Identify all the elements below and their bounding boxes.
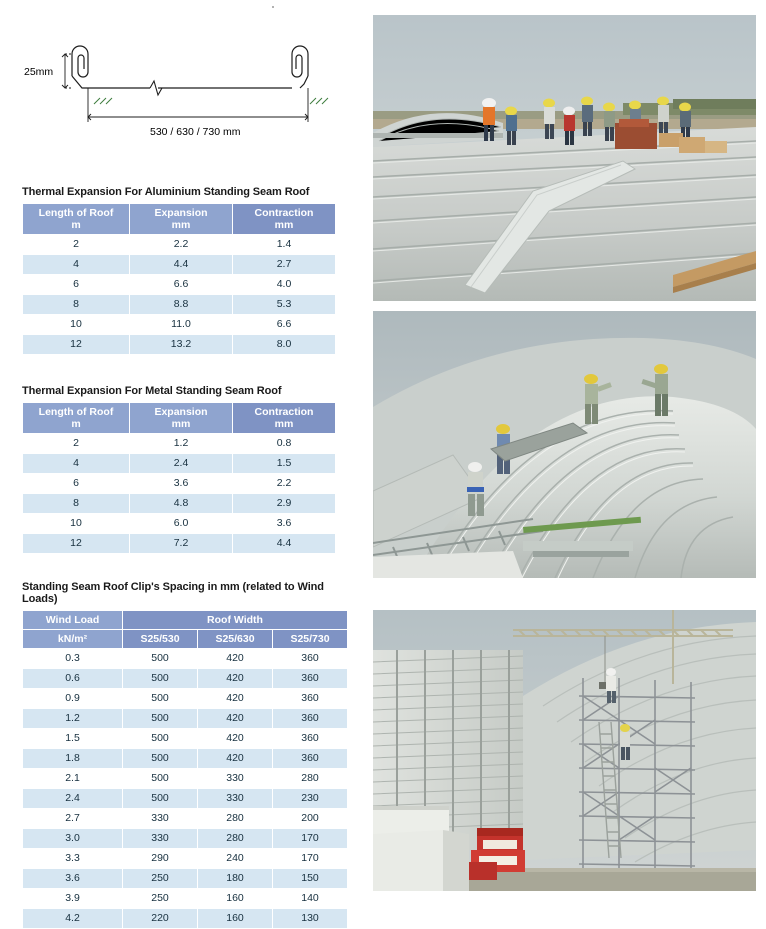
column-header-length — [23, 403, 130, 434]
profile-width-label: 530 / 630 / 730 mm — [150, 126, 241, 138]
cell-wind-load: 0.3 — [23, 649, 123, 669]
column-header-expansion-unit: mm — [171, 418, 191, 431]
cell-wind-load: 2.1 — [23, 769, 123, 789]
cell-s25-530: 250 — [123, 869, 198, 889]
cell-expansion: 11.0 — [130, 315, 233, 335]
column-header-contraction-line1: Contraction — [254, 207, 314, 219]
cell-length: 8 — [23, 494, 130, 514]
column-header-contraction-unit: mm — [274, 418, 294, 431]
table-row — [23, 275, 336, 295]
table-row — [23, 534, 336, 554]
cell-s25-630: 420 — [198, 749, 273, 769]
cell-s25-530: 500 — [123, 789, 198, 809]
thermal-aluminium-table — [22, 203, 336, 355]
cell-contraction: 8.0 — [233, 335, 336, 355]
cell-s25-730: 360 — [273, 749, 348, 769]
cell-expansion: 2.2 — [130, 235, 233, 255]
cell-expansion: 6.6 — [130, 275, 233, 295]
cell-s25-630: 420 — [198, 729, 273, 749]
cell-s25-530: 500 — [123, 649, 198, 669]
cell-s25-730: 360 — [273, 709, 348, 729]
cell-s25-530: 290 — [123, 849, 198, 869]
table-row — [23, 295, 336, 315]
table-title-thermal-metal: Thermal Expansion For Metal Standing Seam Roof — [22, 385, 282, 397]
cell-s25-530: 500 — [123, 709, 198, 729]
table-row — [23, 454, 336, 474]
cell-s25-630: 180 — [198, 869, 273, 889]
cell-s25-730: 360 — [273, 729, 348, 749]
cell-length: 4 — [23, 454, 130, 474]
cell-wind-load: 3.6 — [23, 869, 123, 889]
table-row — [23, 689, 348, 709]
cell-expansion: 2.4 — [130, 454, 233, 474]
table-header-row — [23, 403, 336, 434]
table-row — [23, 729, 348, 749]
cell-s25-530: 330 — [123, 829, 198, 849]
table-row — [23, 335, 336, 355]
cell-expansion: 6.0 — [130, 514, 233, 534]
table-header-row-top — [23, 611, 348, 630]
cell-wind-load: 3.3 — [23, 849, 123, 869]
cell-contraction: 5.3 — [233, 295, 336, 315]
cell-contraction: 2.9 — [233, 494, 336, 514]
cell-s25-630: 330 — [198, 769, 273, 789]
table-title-clip-spacing: Standing Seam Roof Clip's Spacing in mm (related to Wind Loads) — [22, 581, 324, 605]
cell-s25-730: 360 — [273, 689, 348, 709]
table-row — [23, 255, 336, 275]
cell-s25-530: 220 — [123, 909, 198, 929]
cell-contraction: 1.5 — [233, 454, 336, 474]
cell-s25-630: 240 — [198, 849, 273, 869]
cell-expansion: 1.2 — [130, 434, 233, 454]
column-header-contraction-line1: Contraction — [254, 406, 314, 418]
cell-wind-load: 2.7 — [23, 809, 123, 829]
column-header-wind-load-unit: kN/m² — [23, 630, 123, 649]
column-header-length-line1: Length of Roof — [38, 207, 114, 219]
table-row — [23, 769, 348, 789]
column-header-contraction-unit: mm — [274, 219, 294, 232]
cell-expansion: 3.6 — [130, 474, 233, 494]
column-header-expansion-line1: Expansion — [154, 406, 208, 418]
cell-s25-530: 500 — [123, 669, 198, 689]
cell-length: 8 — [23, 295, 130, 315]
profile-height-label: 25mm — [24, 66, 54, 78]
table-row — [23, 494, 336, 514]
photo-curved-roof-workers — [372, 310, 757, 579]
table-header-row-sub — [23, 630, 348, 649]
table-row — [23, 749, 348, 769]
column-header-wind-load: Wind Load — [23, 611, 123, 630]
table-row — [23, 829, 348, 849]
cell-s25-730: 360 — [273, 669, 348, 689]
table-row — [23, 869, 348, 889]
cell-length: 12 — [23, 534, 130, 554]
column-header-expansion-line1: Expansion — [154, 207, 208, 219]
table-row — [23, 474, 336, 494]
cell-contraction: 1.4 — [233, 235, 336, 255]
cell-s25-730: 170 — [273, 829, 348, 849]
cell-wind-load: 3.0 — [23, 829, 123, 849]
cell-s25-530: 500 — [123, 729, 198, 749]
column-header-contraction — [233, 204, 336, 235]
cell-s25-730: 280 — [273, 769, 348, 789]
table-title-thermal-aluminium: Thermal Expansion For Aluminium Standing Seam Roof — [22, 186, 310, 198]
cell-length: 2 — [23, 235, 130, 255]
cell-length: 2 — [23, 434, 130, 454]
left-column — [0, 0, 352, 924]
table-row — [23, 849, 348, 869]
table-row — [23, 434, 336, 454]
cell-s25-530: 500 — [123, 769, 198, 789]
column-header-width-730: S25/730 — [273, 630, 348, 649]
table-row — [23, 649, 348, 669]
table-block-thermal-aluminium — [22, 186, 335, 355]
cell-s25-630: 420 — [198, 649, 273, 669]
cell-wind-load: 0.9 — [23, 689, 123, 709]
cell-s25-630: 420 — [198, 709, 273, 729]
column-header-length-line1: Length of Roof — [38, 406, 114, 418]
cell-s25-530: 500 — [123, 689, 198, 709]
cell-wind-load: 1.8 — [23, 749, 123, 769]
table-row — [23, 709, 348, 729]
cell-s25-730: 130 — [273, 909, 348, 929]
table-row — [23, 669, 348, 689]
cell-s25-630: 280 — [198, 809, 273, 829]
table-row — [23, 909, 348, 929]
table-row — [23, 889, 348, 909]
column-header-expansion — [130, 403, 233, 434]
thermal-metal-table — [22, 402, 336, 554]
cell-expansion: 4.8 — [130, 494, 233, 514]
cell-contraction: 3.6 — [233, 514, 336, 534]
cell-s25-730: 200 — [273, 809, 348, 829]
cell-length: 10 — [23, 514, 130, 534]
column-header-width-630: S25/630 — [198, 630, 273, 649]
table-row — [23, 809, 348, 829]
photo-column — [368, 0, 766, 904]
cell-s25-730: 140 — [273, 889, 348, 909]
cell-wind-load: 1.5 — [23, 729, 123, 749]
cell-length: 4 — [23, 255, 130, 275]
table-row — [23, 315, 336, 335]
column-header-length-unit: m — [71, 219, 81, 232]
cell-s25-530: 500 — [123, 749, 198, 769]
table-row — [23, 789, 348, 809]
cell-length: 6 — [23, 275, 130, 295]
table-row — [23, 514, 336, 534]
cell-s25-530: 330 — [123, 809, 198, 829]
cell-s25-730: 150 — [273, 869, 348, 889]
cell-expansion: 7.2 — [130, 534, 233, 554]
roof-profile-diagram — [10, 14, 344, 144]
cell-expansion: 13.2 — [130, 335, 233, 355]
column-header-roof-width: Roof Width — [123, 611, 348, 630]
cell-length: 10 — [23, 315, 130, 335]
cell-expansion: 8.8 — [130, 295, 233, 315]
cell-length: 12 — [23, 335, 130, 355]
cell-s25-630: 330 — [198, 789, 273, 809]
column-header-width-530: S25/530 — [123, 630, 198, 649]
cell-contraction: 2.7 — [233, 255, 336, 275]
cell-wind-load: 2.4 — [23, 789, 123, 809]
column-header-length — [23, 204, 130, 235]
cell-s25-530: 250 — [123, 889, 198, 909]
table-header-row — [23, 204, 336, 235]
cell-wind-load: 0.6 — [23, 669, 123, 689]
table-row — [23, 235, 336, 255]
cell-contraction: 2.2 — [233, 474, 336, 494]
photo-roof-installation — [372, 14, 757, 302]
column-header-expansion-unit: mm — [171, 219, 191, 232]
cell-expansion: 4.4 — [130, 255, 233, 275]
cell-contraction: 0.8 — [233, 434, 336, 454]
cell-contraction: 4.0 — [233, 275, 336, 295]
table-block-clip-spacing — [22, 581, 347, 929]
cell-s25-630: 160 — [198, 909, 273, 929]
cell-s25-630: 160 — [198, 889, 273, 909]
cell-s25-730: 230 — [273, 789, 348, 809]
table-block-thermal-metal — [22, 385, 335, 554]
cell-s25-630: 420 — [198, 669, 273, 689]
photo-scaffolding-site — [372, 609, 757, 892]
column-header-expansion — [130, 204, 233, 235]
cell-contraction: 6.6 — [233, 315, 336, 335]
cell-s25-730: 170 — [273, 849, 348, 869]
cell-contraction: 4.4 — [233, 534, 336, 554]
column-header-length-unit: m — [71, 418, 81, 431]
cell-wind-load: 1.2 — [23, 709, 123, 729]
column-header-contraction — [233, 403, 336, 434]
cell-s25-630: 280 — [198, 829, 273, 849]
clip-spacing-table — [22, 610, 348, 929]
cell-s25-730: 360 — [273, 649, 348, 669]
cell-s25-630: 420 — [198, 689, 273, 709]
cell-wind-load: 3.9 — [23, 889, 123, 909]
cell-length: 6 — [23, 474, 130, 494]
cell-wind-load: 4.2 — [23, 909, 123, 929]
